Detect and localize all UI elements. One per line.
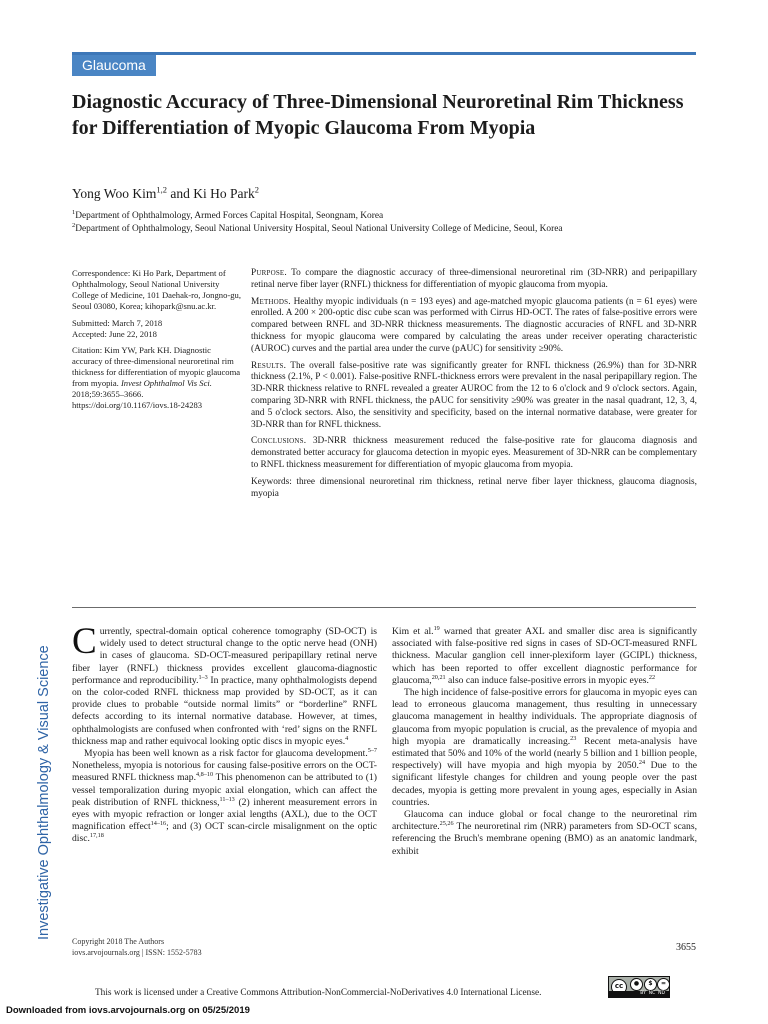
abstract-conclusions — [251, 436, 697, 471]
article-sidebar — [72, 268, 242, 417]
cc-nd-label: ND — [658, 991, 665, 996]
citation-doi[interactable]: 2018;59:3655–3666. https://doi.org/10.1167/iovs.18-24283 — [72, 389, 203, 410]
section-divider — [72, 607, 696, 608]
cc-nc-label: NC — [648, 991, 656, 996]
abstract-results — [251, 361, 697, 432]
body-text: Due to the significant lifestyle changes for children and young people over the past decades, myopia is getting more prevalent in young ages, especially in Asian countries. — [392, 760, 697, 808]
abstract-text: 3D-NRR thickness measurement reduced the false-positive rate for glaucoma diagnosis and demonstrated better accuracy for glaucoma detection in myopic eyes. Measurement of 3D-NRR can be complementary to RNFL thickness measurement for differentiation of myopic glaucoma from myopia. — [251, 436, 697, 470]
attribution-icon: ● — [630, 978, 643, 991]
citation-ref[interactable]: 14–16 — [150, 820, 167, 828]
citation-ref[interactable]: 25,26 — [439, 820, 454, 828]
affiliations — [72, 210, 712, 236]
copyright-block — [72, 936, 202, 958]
citation-journal: Invest Ophthalmol Vis Sci. — [120, 378, 212, 389]
noncommercial-icon: $ — [644, 978, 657, 991]
journal-issn[interactable]: iovs.arvojournals.org | ISSN: 1552-5783 — [72, 948, 202, 957]
body-text: Myopia has been well known as a risk factor for glaucoma development. — [84, 748, 368, 760]
citation-ref[interactable]: 4 — [345, 734, 349, 742]
author-line — [72, 185, 259, 203]
citation-ref[interactable]: 19 — [433, 624, 440, 632]
journal-vertical-title: Investigative Ophthalmology & Visual Science — [36, 645, 52, 940]
affiliation-sup: 2 — [72, 221, 76, 229]
abstract-heading: Methods. — [251, 296, 291, 307]
article-title: Diagnostic Accuracy of Three-Dimensional Neuroretinal Rim Thickness for Differentiation of Myopic Glaucoma From Myopia — [72, 91, 684, 139]
citation-ref[interactable]: 17,18 — [89, 832, 104, 840]
keywords: Keywords: three dimensional neuroretinal rim thickness, retinal nerve fiber layer thickness, glaucoma diagnosis, myopia — [251, 476, 697, 499]
header-rule — [72, 52, 696, 55]
copyright-line: Copyright 2018 The Authors — [72, 937, 165, 946]
affiliation-2 — [72, 223, 712, 236]
citation-ref[interactable]: 1–3 — [198, 673, 208, 681]
abstract-heading: Conclusions. — [251, 436, 307, 447]
citation-ref[interactable]: 23 — [570, 734, 577, 742]
cc-by-label: BY — [640, 991, 646, 996]
citation — [72, 345, 242, 410]
author-affil-sup: 1,2 — [156, 184, 167, 195]
affiliation-text: Department of Ophthalmology, Armed Forces Capital Hospital, Seongnam, Korea — [75, 211, 384, 221]
body-paragraph — [72, 748, 377, 846]
cc-icon: cc — [611, 979, 627, 995]
body-text: Nonetheless, myopia is notorious for causing false-positive errors on the OCT-measured RNFL thickness map. — [72, 760, 377, 784]
affiliation-text: Department of Ophthalmology, Seoul National University Hospital, Seoul National University College of Medicine, Seoul, Korea — [75, 224, 563, 234]
abstract-text: To compare the diagnostic accuracy of three-dimensional neuroretinal rim (3D-NRR) and peripapillary retinal nerve fiber layer (RNFL) thickness for differentiation of myopic glaucoma from myopia. — [251, 268, 697, 290]
body-text: warned that greater AXL and smaller disc area is significantly associated with false-positive red signs in cases of SD-OCT-measured RNFL thickness. Macular ganglion cell inner-plexiform layer (GCIPL) thickness, which has been reported to offer excellent diagnostic performance for glaucoma, — [392, 626, 697, 686]
affiliation-1 — [72, 210, 712, 223]
noderivatives-icon: = — [657, 978, 670, 991]
body-text: Kim et al. — [392, 626, 434, 637]
citation-ref[interactable]: 4,8–10 — [196, 771, 214, 779]
abstract-text: Healthy myopic individuals (n = 193 eyes) and age-matched myopic glaucoma patients (n = 61 eyes) were enrolled. A 200 × 200-optic disc cube scan was performed with Cirrus HD-OCT. The rates of false-positive errors were compared between RNFL and 3D-NRR thickness measurements. The diagnostic accuracies of RNFL and 3D-NRR thickness for myopic glaucoma were compared by calculating the areas under receiver operating characteristic (AUROC) curves and the partial area under the curve (pAUC) for sensitivity ≥90%. — [251, 296, 697, 354]
download-notice: Downloaded from iovs.arvojournals.org on 05/25/2019 — [6, 1005, 250, 1016]
body-paragraph — [392, 687, 697, 809]
page-number: 3655 — [676, 942, 696, 953]
correspondence: Correspondence: Ki Ho Park, Department of Ophthalmology, Seoul National University College of Medicine, 101 Daehak-ro, Jongno-gu, Seoul 03080, Korea; kihopark@snu.ac.kr. — [72, 268, 241, 311]
accepted-date: Accepted: June 22, 2018 — [72, 328, 157, 339]
body-text: In practice, many ophthalmologists depend on the color-coded RNFL thickness map provided by SD-OCT, as it can provide clues to probable “outside normal limits” or “borderline” RNFL defects according to its internal normative database. However, at times, ophthalmologists are confused when confronted with ‘red’ signs on the RNFL thickness map and rather equivocal looking optic discs in myopic eyes. — [72, 674, 377, 747]
author-name: Ki Ho Park — [193, 186, 255, 201]
citation-ref[interactable]: 24 — [638, 759, 646, 767]
dates — [72, 318, 242, 340]
body-text: The neuroretinal rim (NRR) parameters from SD-OCT scans, referencing the Bruch's membrane opening (BMO) as an anatomic landmark, exhibit — [392, 821, 697, 857]
abstract-heading: Purpose. — [251, 268, 287, 278]
body-text: (2) inherent measurement errors in eyes with myopic refraction or longer axial lengths (AXL), due to the OCT magnification effect — [72, 796, 377, 833]
body-paragraph — [72, 621, 377, 748]
body-text: This phenomenon can be attributed to (1) vessel temporalization during myopic axial elongation, which can affect the peak distribution of RNFL thickness, — [72, 772, 377, 808]
body-paragraph — [392, 809, 697, 858]
citation-ref[interactable]: 20,21 — [431, 673, 446, 681]
abstract-heading: Results. — [251, 360, 287, 371]
citation-ref[interactable]: 5–7 — [367, 746, 377, 754]
body-text: urrently, spectral-domain optical coherence tomography (SD-OCT) is widely used to detect structural change to the optic nerve head (ONH) in cases of glaucoma. SD-OCT-measured peripapillary retinal nerve fiber layer (RNFL) thickness provides excellent glaucoma-diagnostic performance and reproducibility. — [72, 626, 377, 686]
citation-ref[interactable]: 11–13 — [219, 795, 235, 803]
affiliation-sup: 1 — [72, 208, 76, 216]
body-text: ; and (3) OCT scan-circle misalignment on the optic disc. — [72, 821, 377, 845]
body-text: The high incidence of false-positive errors for glaucoma in myopic eyes can lead to erroneous glaucoma management, thus resulting in unnecessary glaucoma management in healthy individuals. The appropriate diagnosis of glaucoma from myopic population is crucial, as the prevalence of myopia and high myopia are dramatically increasing. — [392, 687, 697, 747]
license-text[interactable]: This work is licensed under a Creative Commons Attribution-NonCommercial-NoDerivatives 4.0 International License. — [95, 988, 542, 998]
body-column-left — [72, 621, 377, 846]
abstract-purpose — [251, 268, 697, 292]
drop-cap: C — [72, 621, 97, 662]
citation-text: Citation: Kim YW, Park KH. Diagnostic accuracy of three-dimensional neuroretinal rim thickness for differentiation of myopic glaucoma from myopia. — [72, 345, 241, 389]
author-affil-sup: 2 — [254, 184, 259, 195]
abstract-text: The overall false-positive rate was significantly greater for RNFL thickness (26.9%) than for 3D-NRR thickness (2.1%, P < 0.001). False-positive RNFL-thickness errors were prevalent in the nasal peripapillary region. The 3D-NRR thickness relative to RNFL revealed a greater AUROC from the 12 to 6 o'clock and 9 o'clock sectors. Again, comparing 3D-NRR with RNFL thickness, the pAUC for sensitivity ≥90% was greater in the nasal quadrant, 12, 3, 4, and 5 o'clock sectors. Also, the sensitivity and specificity, based on the internal normative database, were greater for 3D-NRR than for RNFL thickness. — [251, 360, 697, 430]
body-text: Recent meta-analysis have estimated that 50% and 10% of the world (nearly 5 billion and 1 billion people, respectively) will have myopia and high myopia by 2050. — [392, 735, 697, 772]
cc-badge-labels — [609, 991, 669, 997]
body-column-right — [392, 626, 697, 858]
body-text: Glaucoma can induce global or focal change to the neuroretinal rim architecture. — [392, 809, 697, 833]
body-text: also can induce false-positive errors in myopic eyes. — [445, 674, 649, 686]
abstract-methods — [251, 297, 697, 356]
section-tag: Glaucoma — [72, 55, 156, 76]
body-paragraph — [392, 626, 697, 687]
submitted-date: Submitted: March 7, 2018 — [72, 317, 163, 328]
abstract — [251, 268, 697, 505]
author-name: Yong Woo Kim — [72, 186, 157, 201]
author-conjunction: and — [166, 186, 194, 201]
citation-ref[interactable]: 22 — [648, 673, 656, 681]
cc-license-icon[interactable] — [608, 976, 670, 998]
